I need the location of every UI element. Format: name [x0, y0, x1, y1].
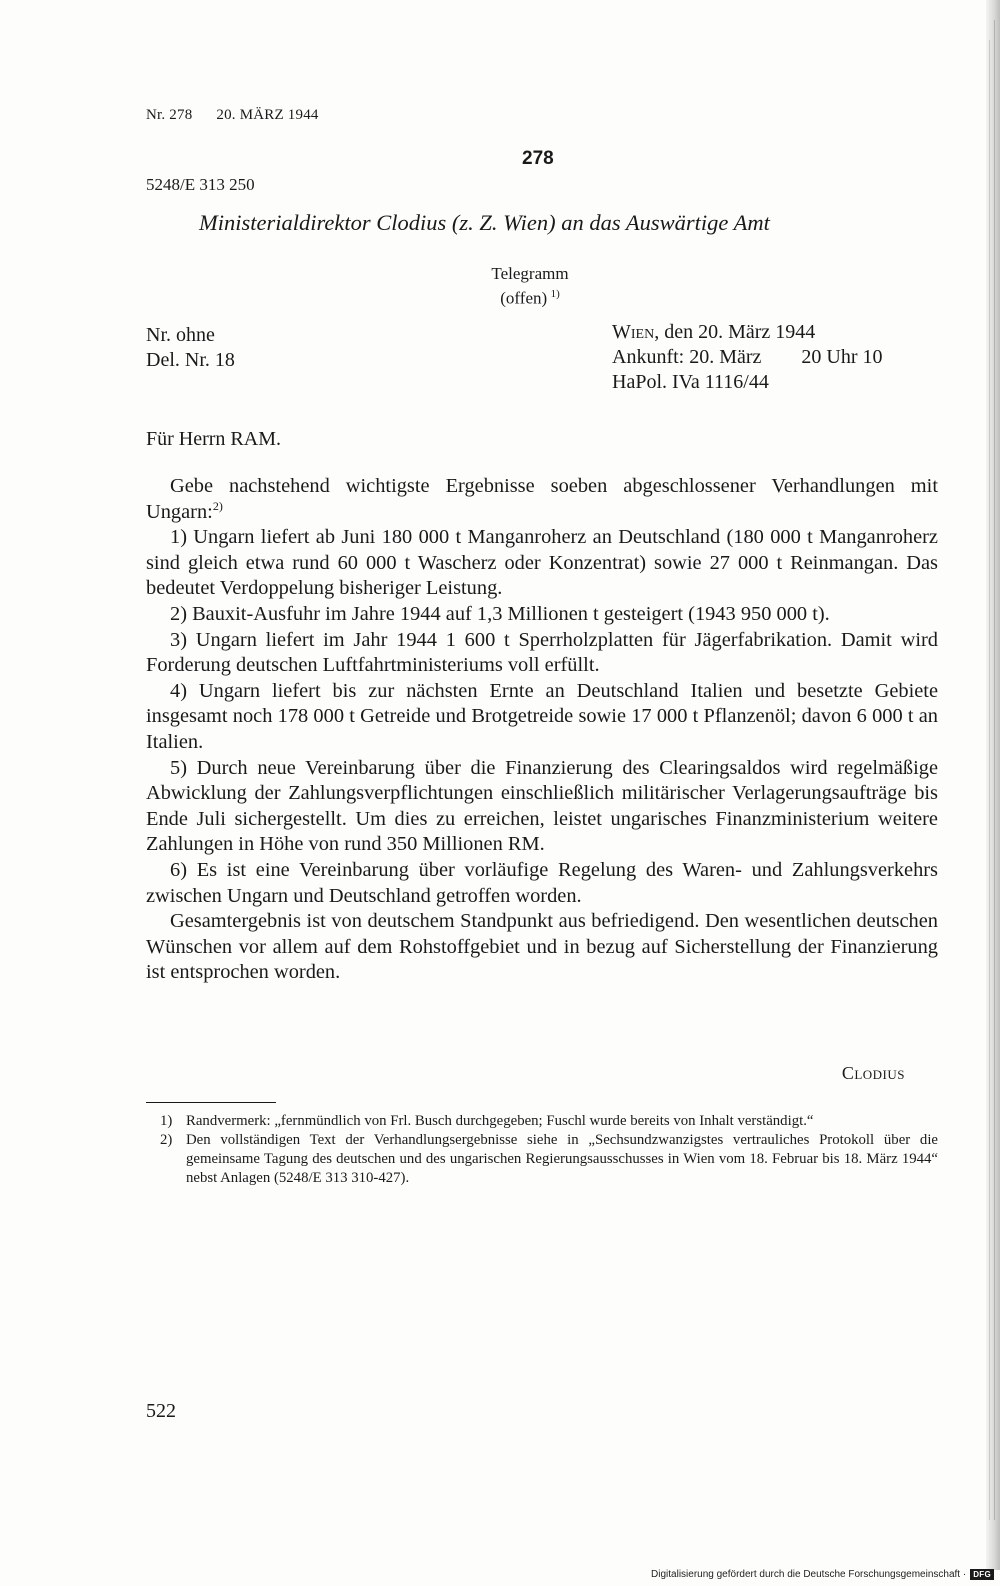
dfg-logo-icon: DFG — [970, 1569, 994, 1580]
office-reference: HaPol. IVa 1116/44 — [612, 371, 769, 393]
paragraph-conclusion: Gesamtergebnis ist von deutschem Standpunkt aus befriedigend. Den wesentlichen deutschen Wünschen vor allem auf dem Rohstoffgebiet und in bezug auf Sicherstellung der Finanzierung ist entsprochen worden. — [146, 910, 938, 984]
delivery-number: Del. Nr. 18 — [146, 349, 235, 371]
credit-text: Digitalisierung gefördert durch die Deutsche Forschungsgemeinschaft · — [651, 1569, 967, 1580]
paragraph-3: 3) Ungarn liefert im Jahr 1944 1 600 t Sperrholzplatten für Jägerfabrikation. Damit wird Forderung deutschen Luftfahrtministeriums voll erfüllt. — [146, 628, 938, 677]
footnote-2-text: Den vollständigen Text der Verhandlungsergebnisse siehe in „Sechsundzwanzigstes vertrauliches Protokoll über die gemeinsame Tagung des deutschen und des ungarischen Regierungsausschusses in Wien vom 18. Februar bis 18. März 1944“ nebst Anlagen (5248/E 313 310-427). — [186, 1132, 938, 1186]
document-type-offen: (offen) — [500, 288, 548, 308]
document-type-line1: Telegramm — [491, 264, 569, 283]
document-number: 278 — [522, 148, 554, 169]
paragraph-2: 2) Bauxit-Ausfuhr im Jahre 1944 auf 1,3 Millionen t gesteigert (1943 950 000 t). — [170, 602, 830, 625]
arrival-time: 20 Uhr 10 — [801, 346, 883, 368]
salutation: Für Herrn RAM. — [146, 428, 281, 450]
footnote-divider — [146, 1102, 276, 1103]
running-head-doc-ref: Nr. 278 — [146, 107, 193, 123]
digitization-credit — [651, 1569, 994, 1580]
footnote-1-text: Randvermerk: „fernmündlich von Frl. Busch durchgegeben; Fuschl wurde bereits von Inhalt verständigt.“ — [186, 1113, 814, 1129]
footnote-2 — [160, 1131, 938, 1188]
arrival-label: Ankunft: 20. März — [612, 346, 762, 368]
paragraph-intro — [146, 474, 938, 525]
file-reference: 5248/E 313 250 — [146, 175, 255, 194]
running-head-date: 20. MÄRZ 1944 — [216, 107, 319, 123]
page-number: 522 — [146, 1400, 176, 1422]
document-heading: Ministerialdirektor Clodius (z. Z. Wien) an das Auswärtige Amt — [199, 210, 770, 235]
place: Wien, — [612, 321, 660, 343]
paragraph-6: 6) Es ist eine Vereinbarung über vorläufige Regelung des Waren- und Zahlungsverkehrs zwischen Ungarn und Deutschland getroffen worden. — [146, 858, 938, 907]
body-text — [146, 474, 938, 986]
signature: Clodius — [841, 1063, 905, 1083]
footnote-2-mark: 2) — [160, 1132, 173, 1148]
running-head — [146, 107, 319, 124]
paragraph-5: 5) Durch neue Vereinbarung über die Finanzierung des Clearingsaldos wird regelmäßige Abwicklung der Zahlungsverpflichtungen einschließlich militärischer Verlagerungsaufträge bis Ende Juli sichergestellt. Um dies zu erreichen, leistet ungarisches Finanzministerium weitere Zahlungen in Höhe von rund 350 Millionen RM. — [146, 756, 938, 856]
footnote-mark: 2) — [212, 498, 223, 513]
message-number: Nr. ohne — [146, 324, 215, 346]
document-type-line2 — [440, 284, 620, 309]
paragraph-1: 1) Ungarn liefert ab Juni 180 000 t Manganroherz an Deutschland (180 000 t Manganroherz sind gleich etwa rund 60 000 t Wascherz oder Konzentrat) sowie 27 000 t Reinmangan. Das bedeutet Verdoppelung bisheriger Leistung. — [146, 526, 938, 600]
place-date — [612, 320, 883, 345]
footnote-1-mark: 1) — [160, 1113, 173, 1129]
intro-text: Gebe nachstehend wichtigste Ergebnisse soeben abgeschlossener Verhandlungen mit Ungarn: — [146, 475, 938, 523]
footnote-mark: 1) — [550, 288, 560, 300]
footnotes — [160, 1112, 938, 1188]
meta-right — [612, 320, 883, 395]
footnote-1 — [160, 1112, 938, 1131]
book-edge — [986, 0, 1000, 1570]
document-type — [440, 263, 620, 309]
arrival — [612, 345, 883, 370]
meta-left — [146, 323, 235, 373]
date: den 20. März 1944 — [664, 321, 816, 343]
paragraph-4: 4) Ungarn liefert bis zur nächsten Ernte an Deutschland Italien und besetzte Gebiete insgesamt noch 178 000 t Getreide und Brotgetreide sowie 17 000 t Pflanzenöl; davon 6 000 t an Italien. — [146, 679, 938, 753]
